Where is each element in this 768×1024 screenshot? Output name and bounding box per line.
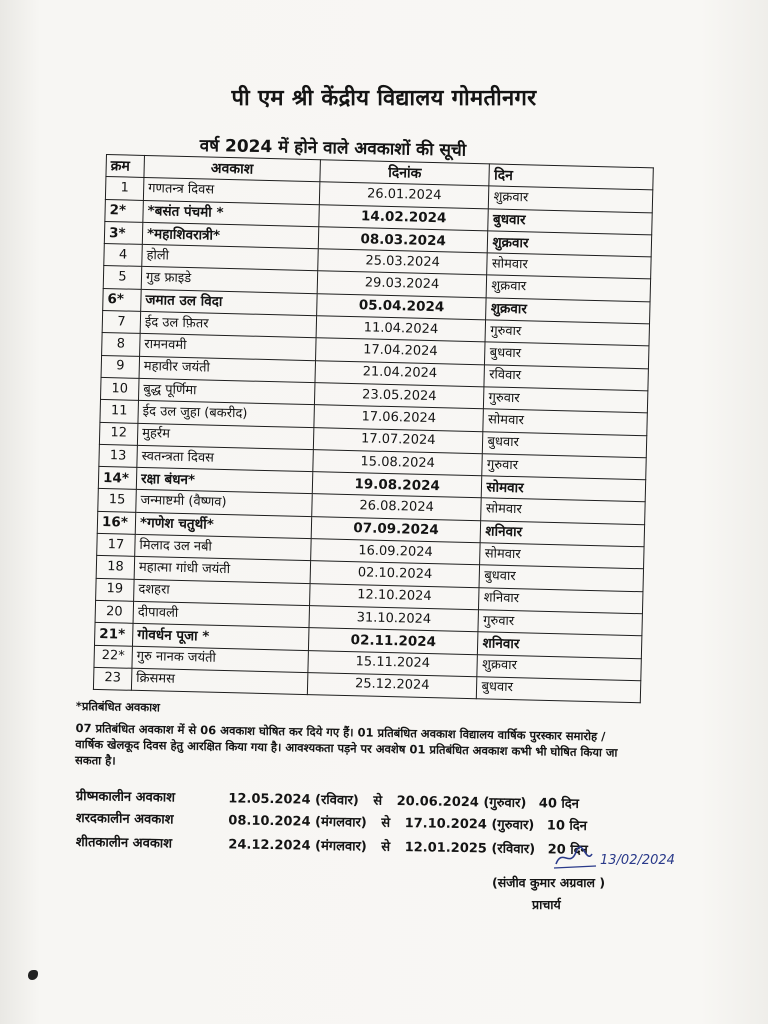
cell-date: 02.10.2024	[310, 561, 480, 587]
cell-date: 07.09.2024	[311, 516, 481, 542]
vacation-to: 17.10.2024 (गुरुवार)	[404, 816, 535, 834]
column-header-holiday: अवकाश	[144, 155, 320, 182]
cell-serial: 14*	[98, 467, 137, 490]
signature-stroke	[556, 847, 592, 864]
cell-holiday-name: महात्मा गांधी जयंती	[134, 557, 310, 584]
vacation-separator: से	[381, 815, 391, 831]
vacation-duration: 20 दिन	[547, 842, 588, 859]
column-header-serial: क्रम	[106, 155, 145, 178]
cell-date: 19.08.2024	[312, 472, 482, 498]
column-header-date: दिनांक	[320, 160, 490, 186]
cell-date: 16.09.2024	[310, 539, 480, 565]
cell-holiday-name: गोवर्धन पूजा *	[133, 624, 309, 651]
cell-holiday-name: जन्माष्टमी (वैष्णव)	[136, 490, 312, 517]
cell-day: गुरुवार	[478, 610, 642, 636]
cell-holiday-name: स्वतन्त्रता दिवस	[137, 445, 313, 472]
cell-day: सोमवार	[487, 253, 651, 279]
cell-date: 31.10.2024	[309, 606, 479, 632]
cell-serial: 4	[104, 244, 143, 267]
cell-holiday-name: महावीर जयंती	[139, 356, 315, 383]
column-header-day: दिन	[489, 164, 653, 190]
cell-date: 14.02.2024	[319, 204, 489, 230]
cell-day: सोमवार	[480, 543, 644, 569]
cell-holiday-name: होली	[142, 245, 318, 272]
cell-date: 02.11.2024	[308, 628, 478, 654]
cell-serial: 9	[101, 355, 140, 378]
cell-day: बुधवार	[477, 677, 641, 703]
school-name-heading: पी एम श्री केंद्रीय विद्यालय गोमतीनगर	[231, 86, 537, 111]
cell-date: 26.08.2024	[312, 494, 482, 520]
cell-holiday-name: रामनवमी	[140, 334, 316, 361]
holiday-table	[93, 154, 654, 703]
cell-day: रविवार	[484, 364, 648, 390]
holiday-list-title: वर्ष 2024 में होने वाले अवकाशों की सूची	[199, 135, 467, 161]
cell-date: 17.07.2024	[313, 427, 483, 453]
vacation-from: 08.10.2024 (मंगलवार)	[228, 813, 367, 831]
cell-holiday-name: *गणेश चतुर्थी*	[135, 512, 311, 539]
cell-day: शुक्रवार	[477, 654, 641, 680]
vacation-name: शरदकालीन अवकाश	[75, 810, 174, 828]
cell-serial: 5	[103, 266, 142, 289]
cell-holiday-name: क्रिसमस	[131, 668, 307, 695]
cell-holiday-name: ईद उल फ़ितर	[140, 311, 316, 338]
cell-holiday-name: दीपावली	[133, 601, 309, 628]
cell-serial: 23	[93, 667, 132, 690]
cell-holiday-name: गुड फ्राइडे	[141, 267, 317, 294]
cell-serial: 12	[99, 422, 138, 445]
cell-serial: 21*	[95, 623, 134, 646]
notes-section	[75, 698, 636, 777]
cell-date: 25.03.2024	[318, 249, 488, 275]
signature-date: 13/02/2024	[600, 853, 675, 868]
cell-serial: 11	[100, 400, 139, 423]
vacation-duration: 10 दिन	[546, 818, 588, 835]
cell-date: 26.01.2024	[319, 182, 489, 208]
cell-holiday-name: रक्षा बंधन*	[136, 468, 312, 495]
cell-serial: 7	[102, 311, 141, 334]
cell-day: शनिवार	[481, 521, 645, 547]
principal-designation: प्राचार्य	[532, 897, 561, 912]
cell-serial: 22*	[94, 645, 133, 668]
cell-date: 15.08.2024	[313, 450, 483, 476]
cell-day: सोमवार	[482, 476, 646, 502]
cell-date: 17.04.2024	[315, 338, 485, 364]
cell-serial: 15	[98, 489, 137, 512]
cell-serial: 19	[96, 578, 135, 601]
cell-holiday-name: गणतन्त्र दिवस	[143, 178, 319, 205]
cell-date: 17.06.2024	[314, 405, 484, 431]
signature-scribble	[552, 838, 712, 878]
cell-holiday-name: मुहर्रम	[137, 423, 313, 450]
cell-date: 08.03.2024	[318, 227, 488, 253]
cell-date: 05.04.2024	[316, 293, 486, 319]
cell-serial: 16*	[97, 511, 136, 534]
cell-holiday-name: मिलाद उल नबी	[135, 534, 311, 561]
cell-date: 25.12.2024	[307, 672, 477, 698]
holiday-table-body	[93, 177, 652, 703]
cell-serial: 10	[100, 377, 139, 400]
cell-day: गुरुवार	[484, 387, 648, 413]
cell-serial: 2*	[105, 199, 144, 222]
vacation-separator: से	[381, 839, 391, 855]
vacation-name: ग्रीष्मकालीन अवकाश	[75, 788, 176, 806]
cell-day: गुरुवार	[482, 454, 646, 480]
cell-serial: 13	[99, 444, 138, 467]
cell-serial: 1	[105, 177, 144, 200]
vacation-from: 12.05.2024 (रविवार)	[228, 791, 359, 809]
cell-day: सोमवार	[481, 498, 645, 524]
vacation-duration: 40 दिन	[538, 796, 580, 812]
cell-day: शनिवार	[479, 587, 643, 613]
cell-day: सोमवार	[483, 409, 647, 435]
cell-date: 21.04.2024	[315, 360, 485, 386]
cell-serial: 8	[102, 333, 141, 356]
vacation-from: 24.12.2024 (मंगलवार)	[228, 837, 367, 855]
ink-blot	[28, 970, 38, 980]
cell-date: 29.03.2024	[317, 271, 487, 297]
cell-date: 23.05.2024	[314, 383, 484, 409]
vacation-separator: से	[373, 793, 383, 809]
cell-day: बुधवार	[480, 565, 644, 591]
cell-day: शुक्रवार	[488, 231, 652, 257]
cell-day: बुधवार	[488, 208, 652, 234]
cell-date: 12.10.2024	[309, 583, 479, 609]
signature-underline	[554, 866, 596, 868]
restricted-note: 07 प्रतिबंधित अवकाश में से 06 अवकाश घोषित कर दिये गए हैं। 01 प्रतिबंधित अवकाश विद्यालय वार्षिक पुरस्कार समारोह / वार्षिक खेलकूद दिवस हेतु आरक्षित किया गया है। आवश्यकता पड़ने पर अवशेष 01 प्रतिबंधित अवकाश कभी भी घोषित किया जा सकता है।	[74, 720, 618, 768]
cell-holiday-name: गुरु नानक जयंती	[132, 646, 308, 673]
cell-serial: 18	[96, 556, 135, 579]
cell-holiday-name: ईद उल जुहा (बकरीद)	[138, 401, 314, 428]
cell-day: शुक्रवार	[487, 275, 651, 301]
cell-day: बुधवार	[483, 431, 647, 457]
cell-holiday-name: दशहरा	[134, 579, 310, 606]
cell-holiday-name: जमात उल विदा	[141, 289, 317, 316]
cell-day: गुरुवार	[485, 320, 649, 346]
cell-date: 11.04.2024	[316, 316, 486, 342]
vacation-to: 12.01.2025 (रविवार)	[404, 840, 536, 858]
principal-name: (संजीव कुमार अग्रवाल )	[492, 875, 606, 890]
cell-day: शुक्रवार	[486, 298, 650, 324]
cell-date: 15.11.2024	[308, 650, 478, 676]
cell-holiday-name: *महाशिवरात्री*	[142, 222, 318, 249]
cell-serial: 6*	[103, 288, 142, 311]
cell-serial: 3*	[104, 221, 143, 244]
cell-serial: 17	[97, 533, 136, 556]
cell-serial: 20	[95, 600, 134, 623]
restricted-legend: *प्रतिबंधित अवकाश	[75, 698, 161, 715]
holiday-table-container	[93, 154, 654, 703]
vacation-row	[76, 808, 636, 835]
vacation-to: 20.06.2024 (गुरुवार)	[396, 794, 527, 812]
cell-day: शुक्रवार	[489, 186, 653, 212]
cell-holiday-name: बुद्ध पूर्णिमा	[139, 378, 315, 405]
cell-day: बुधवार	[485, 342, 649, 368]
cell-holiday-name: *बसंत पंचमी *	[143, 200, 319, 227]
vacation-name: शीतकालीन अवकाश	[75, 834, 173, 852]
cell-day: शनिवार	[478, 632, 642, 658]
